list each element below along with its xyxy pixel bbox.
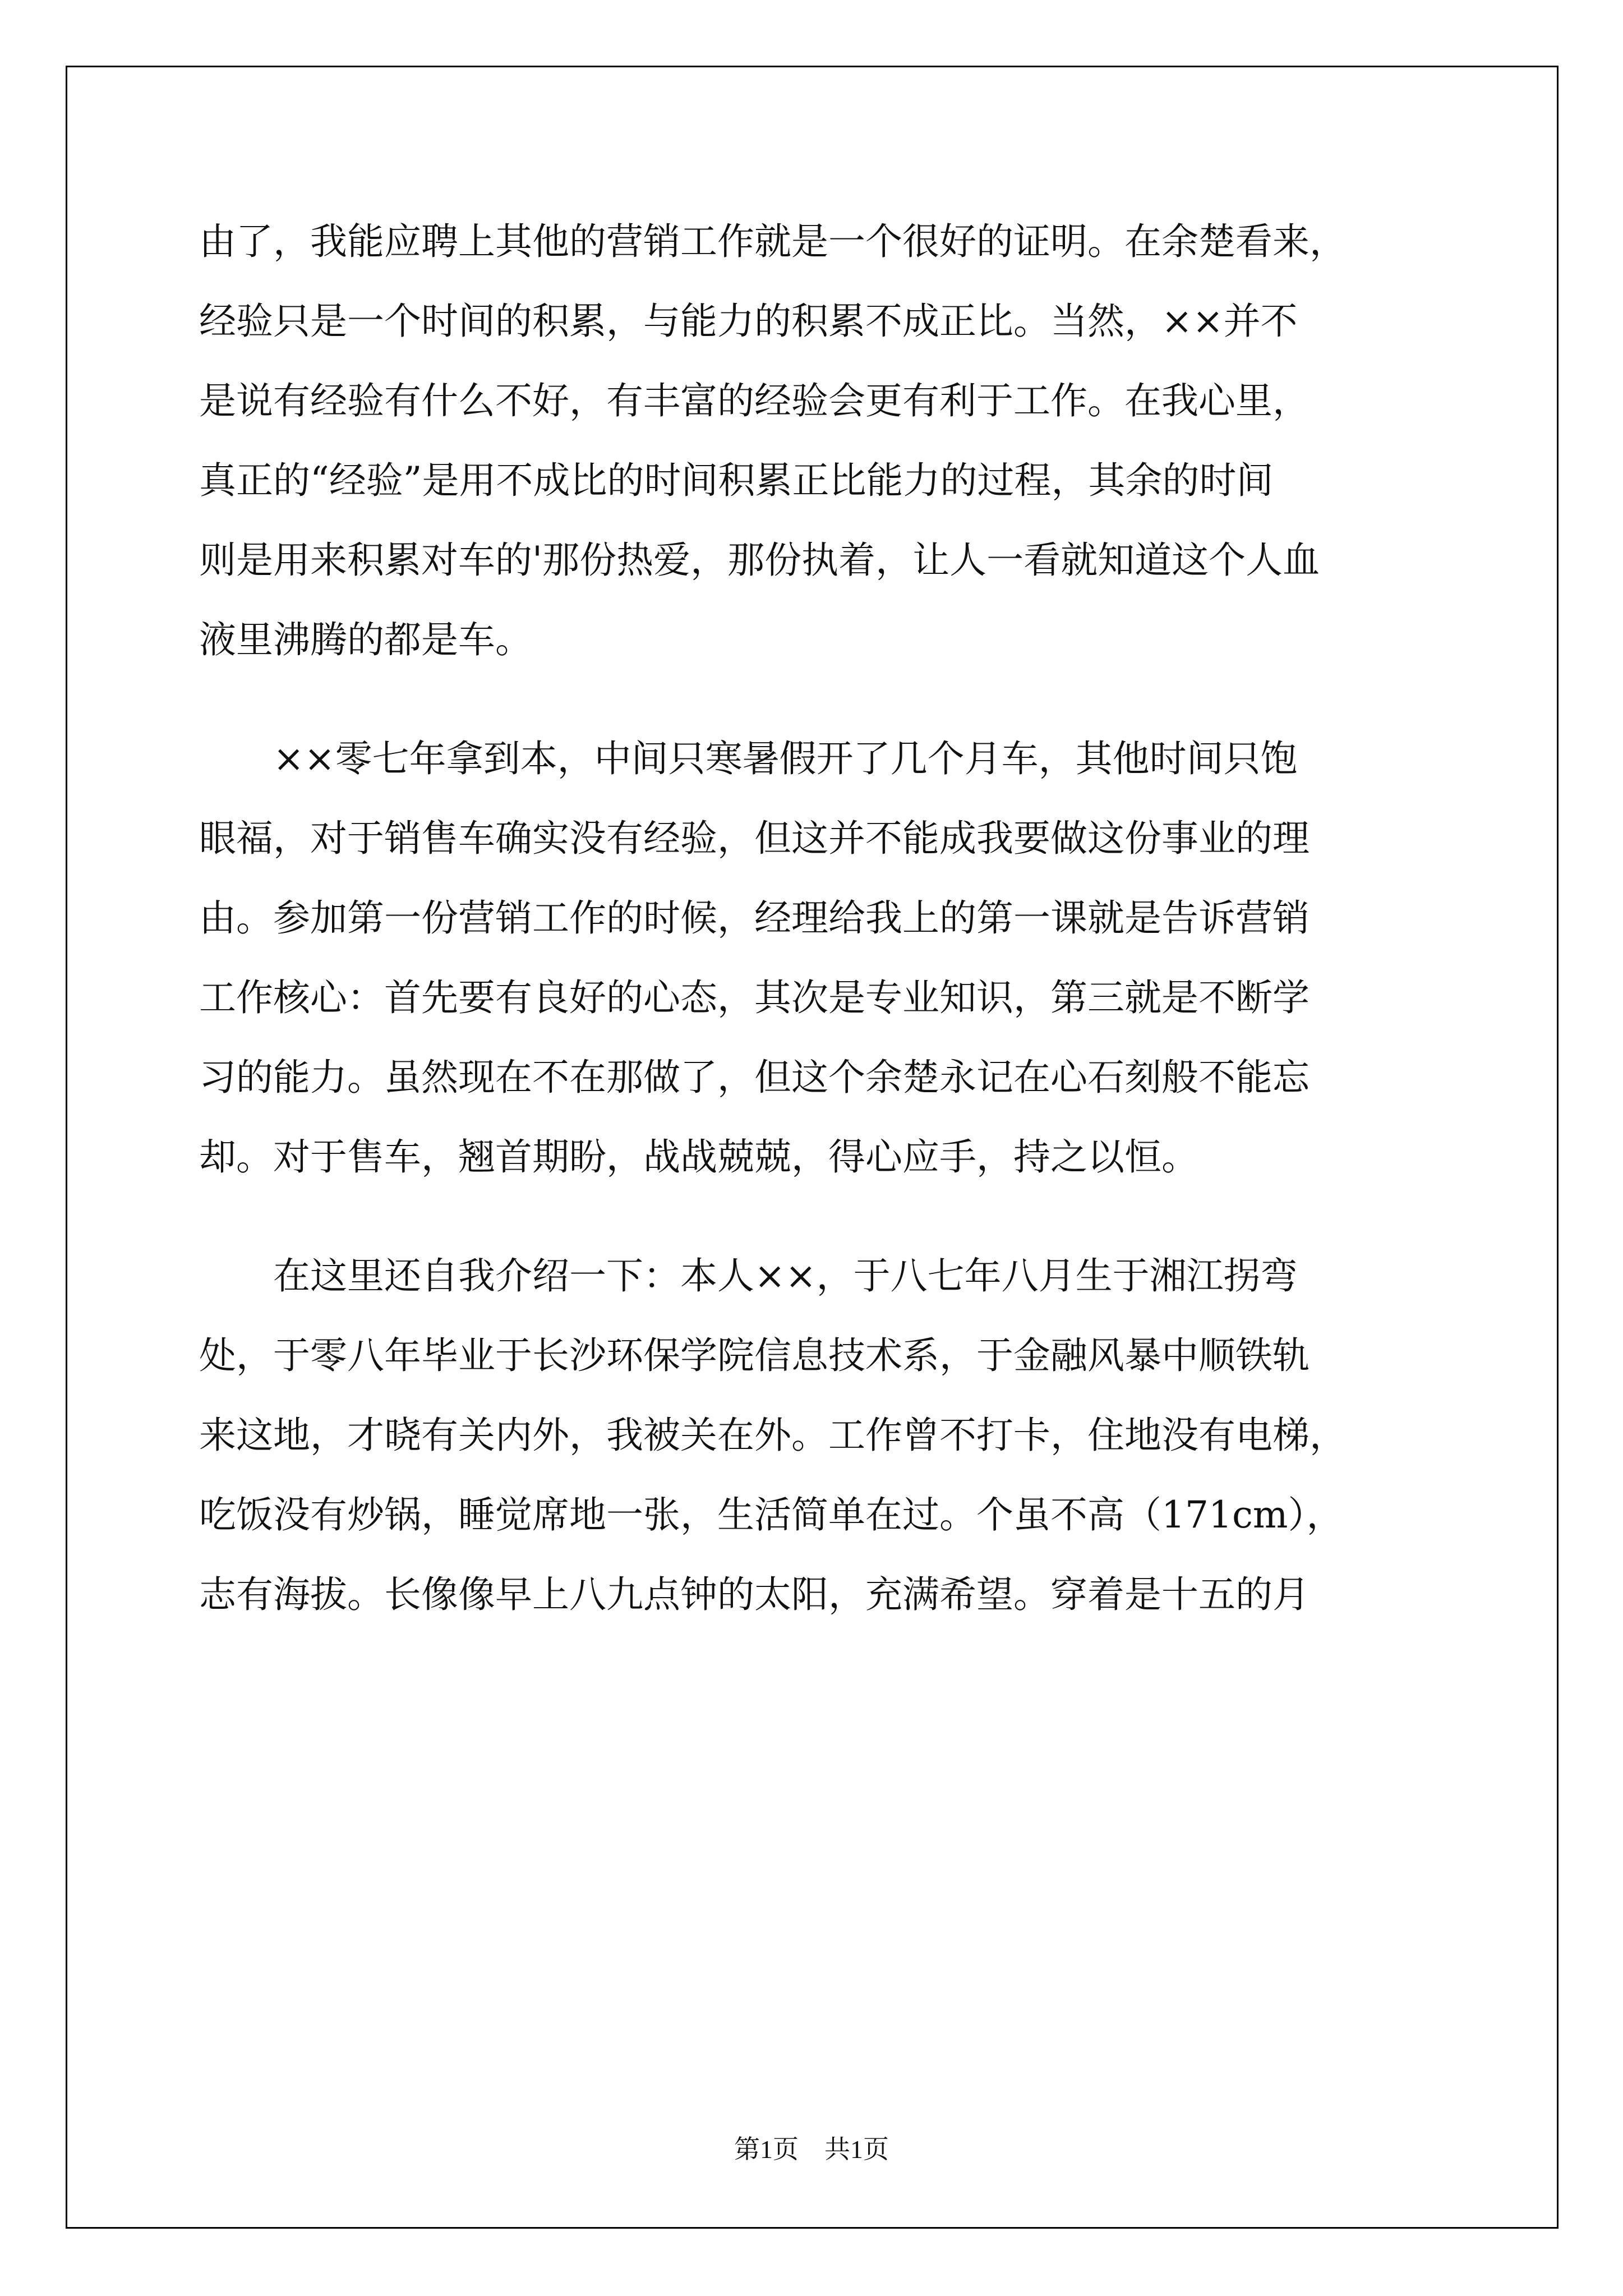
text-line: 经验只是一个时间的积累，与能力的积累不成正比。当然，××并不 [199, 300, 1298, 343]
text-line: 由了，我能应聘上其他的营销工作就是一个很好的证明。在余楚看来， [199, 220, 1347, 263]
text-line: 液里沸腾的都是车。 [199, 618, 532, 661]
text-line: 来这地，才晓有关内外，我被关在外。工作曾不打卡，住地没有电梯， [199, 1414, 1347, 1457]
text-line: 则是用来积累对车的'那份热爱，那份执着，让人一看就知道这个人血 [199, 539, 1320, 582]
text-line: 由。参加第一份营销工作的时候，经理给我上的第一课就是告诉营销 [199, 896, 1310, 940]
text-line: 眼福，对于销售车确实没有经验，但这并不能成我要做这份事业的理 [199, 817, 1310, 860]
text-line: 工作核心：首先要有良好的心态，其次是专业知识，第三就是不断学 [199, 976, 1310, 1019]
text-line: 吃饭没有炒锅，睡觉席地一张，生活简单在过。个虽不高（171cm）， [199, 1493, 1344, 1536]
text-line: 在这里还自我介绍一下：本人××，于八七年八月生于湘江拐弯 [199, 1254, 1298, 1297]
text-line: 处，于零八年毕业于长沙环保学院信息技术系，于金融风暴中顺铁轨 [199, 1334, 1310, 1377]
text-line: 是说有经验有什么不好，有丰富的经验会更有利于工作。在我心里， [199, 379, 1310, 422]
text-line: 习的能力。虽然现在不在那做了，但这个余楚永记在心石刻般不能忘 [199, 1056, 1310, 1099]
page-number-footer: 第1页 共1页 [734, 2135, 889, 2164]
text-line: 却。对于售车，翘首期盼，战战兢兢，得心应手，持之以恒。 [199, 1135, 1198, 1179]
text-line: 志有海拔。长像像早上八九点钟的太阳，充满希望。穿着是十五的月 [199, 1573, 1310, 1616]
paragraph [199, 202, 1433, 680]
text-line: 真正的“经验”是用不成比的时间积累正比能力的过程，其余的时间 [199, 459, 1274, 502]
document-body [199, 202, 1433, 1635]
paragraph [199, 1236, 1433, 1635]
text-line: ××零七年拿到本，中间只寒暑假开了几个月车，其他时间只饱 [199, 737, 1298, 780]
paragraph [199, 719, 1433, 1197]
